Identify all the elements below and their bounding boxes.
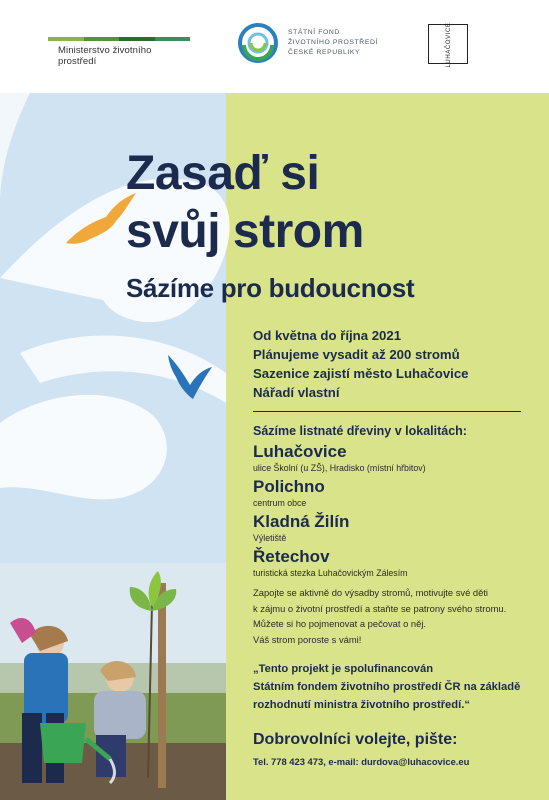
title-line-2: svůj strom [126,205,364,258]
location-item [253,442,426,474]
fund-line-2: ŽIVOTNÍHO PROSTŘEDÍ [288,39,378,46]
sfzp-circle-logo-icon [238,23,278,63]
info-tree-count: Plánujeme vysadit až 200 stromů [253,347,460,362]
poster [0,93,549,800]
stripe-3 [119,37,155,41]
poster-subtitle: Sázíme pro budoucnost [126,273,415,303]
locations-intro: Sázíme listnaté dřeviny v lokalitách: [253,424,467,438]
paragraph-line: Váš strom poroste s vámi! [253,633,362,645]
fund-line-1: STÁTNÍ FOND [288,29,340,36]
info-dates: Od května do října 2021 [253,328,402,343]
location-name: Luhačovice [253,442,347,461]
location-name: Polichno [253,477,325,496]
fund-logo [238,23,378,63]
volunteer-call: Dobrovolníci volejte, pište: [253,731,458,748]
fund-name [288,28,378,58]
contact-info: Tel. 778 423 473, e-mail: durdova@luhacovice.eu [253,756,470,767]
stripe-1 [48,37,84,41]
title-line-1: Zasaď si [126,147,320,200]
town-logo [428,22,468,68]
funding-quote [253,660,520,714]
stripe-2 [84,37,120,41]
fund-line-3: ČESKÉ REPUBLIKY [288,49,361,56]
ministry-color-stripes [48,37,190,41]
location-desc: centrum obce [253,498,307,508]
location-item [253,547,407,579]
location-name: Kladná Žilín [253,512,350,531]
town-logo-text: LUHAČOVICE [446,22,452,68]
paragraph-line: k zájmu o životní prostředí a staňte se patrony svého stromu. [253,602,507,614]
info-block [253,326,468,402]
paragraph-line: Můžete si ho pojmenovat a pečovat o něj. [253,618,427,629]
ministry-name: Ministerstvo životního prostředí [58,45,152,67]
location-desc: Výletiště [253,533,287,543]
location-item [253,477,325,509]
stripe-4 [155,37,191,41]
planting-photo [0,563,226,800]
header-bar [0,0,549,93]
location-desc: ulice Školní (u ZŠ), Hradisko (místní hřbitov) [253,463,426,473]
divider [253,411,521,412]
tree-stake [158,583,166,788]
paragraph-line: Zapojte se aktivně do výsadby stromů, motivujte své děti [253,587,489,598]
poster-title [126,145,364,261]
info-tools: Nářadí vlastní [253,385,340,400]
quote-line: rozhodnutí ministra životního prostředí.“ [253,699,470,711]
info-seedlings: Sazenice zajistí město Luhačovice [253,366,469,381]
invitation-paragraph [253,585,543,647]
quote-line: „Tento projekt je spolufinancován [253,663,434,675]
quote-line: Státním fondem životního prostředí ČR na základě [253,681,521,693]
ministry-logo [48,37,190,67]
location-item [253,512,349,544]
location-desc: turistická stezka Luhačovickým Zálesím [253,568,408,578]
location-name: Řetechov [253,547,330,566]
